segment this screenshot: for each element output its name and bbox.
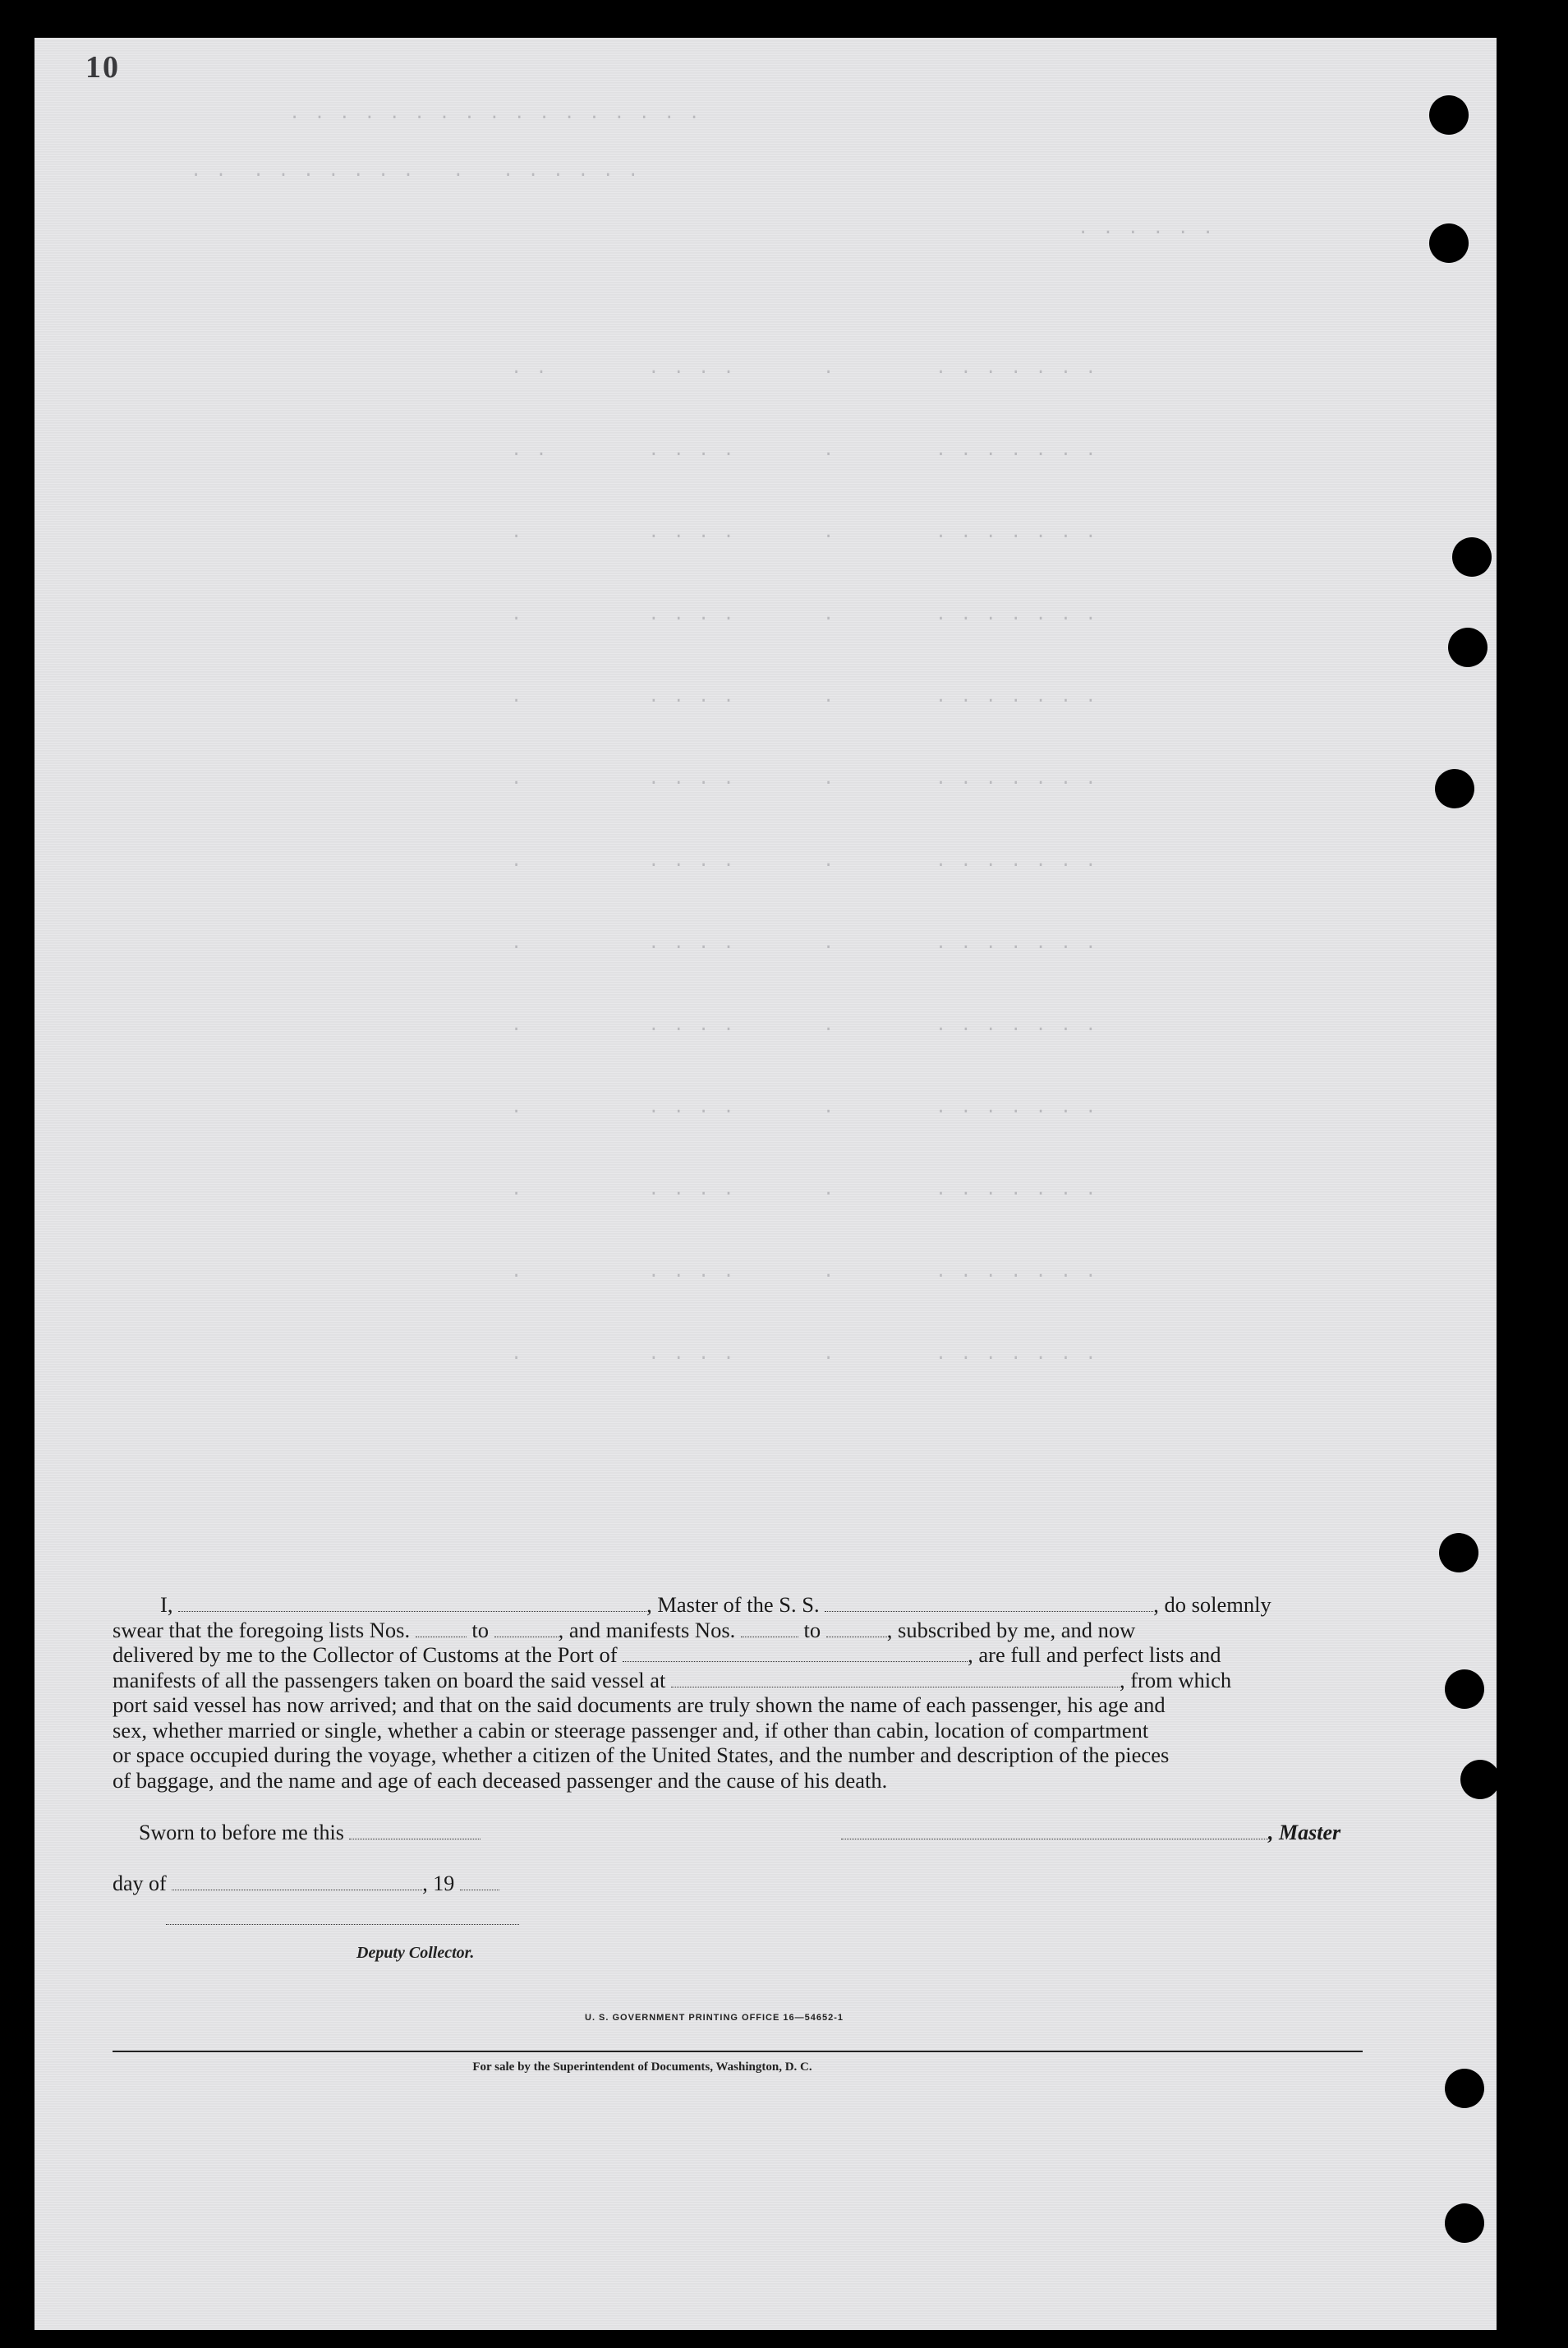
port-blank (623, 1646, 968, 1662)
bleed-through-mark: . . . . . . . . . . . . . (511, 523, 1098, 543)
bleed-through-mark: . . . . . . . . . . . . . (511, 1098, 1098, 1118)
oath-line-3: delivered by me to the Collector of Customs at the Port of , are full and perfect lists and (113, 1642, 1221, 1667)
bleed-through-mark: . . . . . . . . . . . . . (511, 851, 1098, 872)
list-to-blank (494, 1622, 559, 1637)
deputy-collector-label: Deputy Collector. (356, 1944, 475, 1962)
footer-text: For sale by the Superintendent of Documents, Washington, D. C. (472, 2060, 812, 2074)
binder-hole (1445, 2069, 1484, 2108)
document-page (34, 38, 1497, 2330)
oath-line-1: I, , Master of the S. S. , do solemnly (160, 1592, 1271, 1617)
bleed-through-mark: . . . . . . (1078, 219, 1216, 239)
year-blank (460, 1875, 499, 1890)
manifest-to-blank (826, 1622, 887, 1637)
month-blank (172, 1875, 422, 1890)
footer-rule (113, 2051, 1363, 2052)
bleed-through-mark: . . . . . . . . . . . . . . . . (191, 161, 641, 182)
oath-line-8: of baggage, and the name and age of each deceased passenger and the cause of his death. (113, 1767, 888, 1793)
oath-line-7: or space occupied during the voyage, whether a citizen of the United States, and the number and description of the pieces (113, 1743, 1170, 1767)
binder-hole (1435, 769, 1474, 808)
binder-hole (1429, 223, 1469, 263)
bleed-through-mark: . . . . . . . . . . . . . . . . . (289, 104, 701, 124)
bleed-through-mark: . . . . . . . . . . . . . (511, 769, 1098, 790)
bleed-through-mark: . . . . . . . . . . . . . (511, 1262, 1098, 1282)
oath-line-2: swear that the foregoing lists Nos. to , and manifests Nos. to , subscribed by me, and now (113, 1617, 1136, 1642)
bleed-through-mark: . . . . . . . . . . . . . (511, 687, 1098, 707)
page-number: 10 (85, 50, 120, 85)
binder-hole (1429, 95, 1469, 135)
oath-line-5: port said vessel has now arrived; and that on the said documents are truly shown the name of each passenger, his age and (113, 1692, 1166, 1717)
departure-port-blank (671, 1672, 1120, 1687)
master-signature-blank (841, 1824, 1268, 1839)
sworn-line: Sworn to before me this (139, 1821, 481, 1845)
oath-line-4: manifests of all the passengers taken on board the said vessel at , from which (113, 1667, 1232, 1692)
binder-hole (1445, 1669, 1484, 1709)
vessel-name-blank (825, 1596, 1153, 1612)
bleed-through-mark: . . . . . . . . . . . . . (511, 1180, 1098, 1200)
binder-hole (1445, 2203, 1484, 2243)
bleed-through-mark: . . . . . . . . . . . . . (511, 1344, 1098, 1365)
oath-line-6: sex, whether married or single, whether a cabin or steerage passenger and, if other than cabin, location of compartment (113, 1717, 1149, 1743)
master-signature-line: , Master (841, 1821, 1340, 1845)
binder-hole (1452, 537, 1492, 577)
binder-hole (1448, 628, 1488, 667)
sworn-day-blank (349, 1824, 481, 1839)
master-name-blank (178, 1596, 646, 1612)
bleed-through-mark: . . . . . . . . . . . . . (511, 1015, 1098, 1036)
list-from-blank (416, 1622, 467, 1637)
binder-hole (1460, 1760, 1500, 1799)
bleed-through-mark: . . . . . . . . . . . . . . (511, 440, 1098, 461)
bleed-through-mark: . . . . . . . . . . . . . (511, 933, 1098, 954)
bleed-through-mark: . . . . . . . . . . . . . . (511, 358, 1098, 379)
printer-imprint: U. S. GOVERNMENT PRINTING OFFICE 16—54652-1 (585, 2013, 844, 2023)
day-of-line: day of , 19 (113, 1871, 499, 1896)
binder-hole (1439, 1533, 1478, 1572)
bleed-through-mark: . . . . . . . . . . . . . (511, 605, 1098, 625)
manifest-from-blank (741, 1622, 798, 1637)
deputy-signature-blank (166, 1924, 519, 1925)
oath-paragraph (113, 1592, 1363, 1793)
